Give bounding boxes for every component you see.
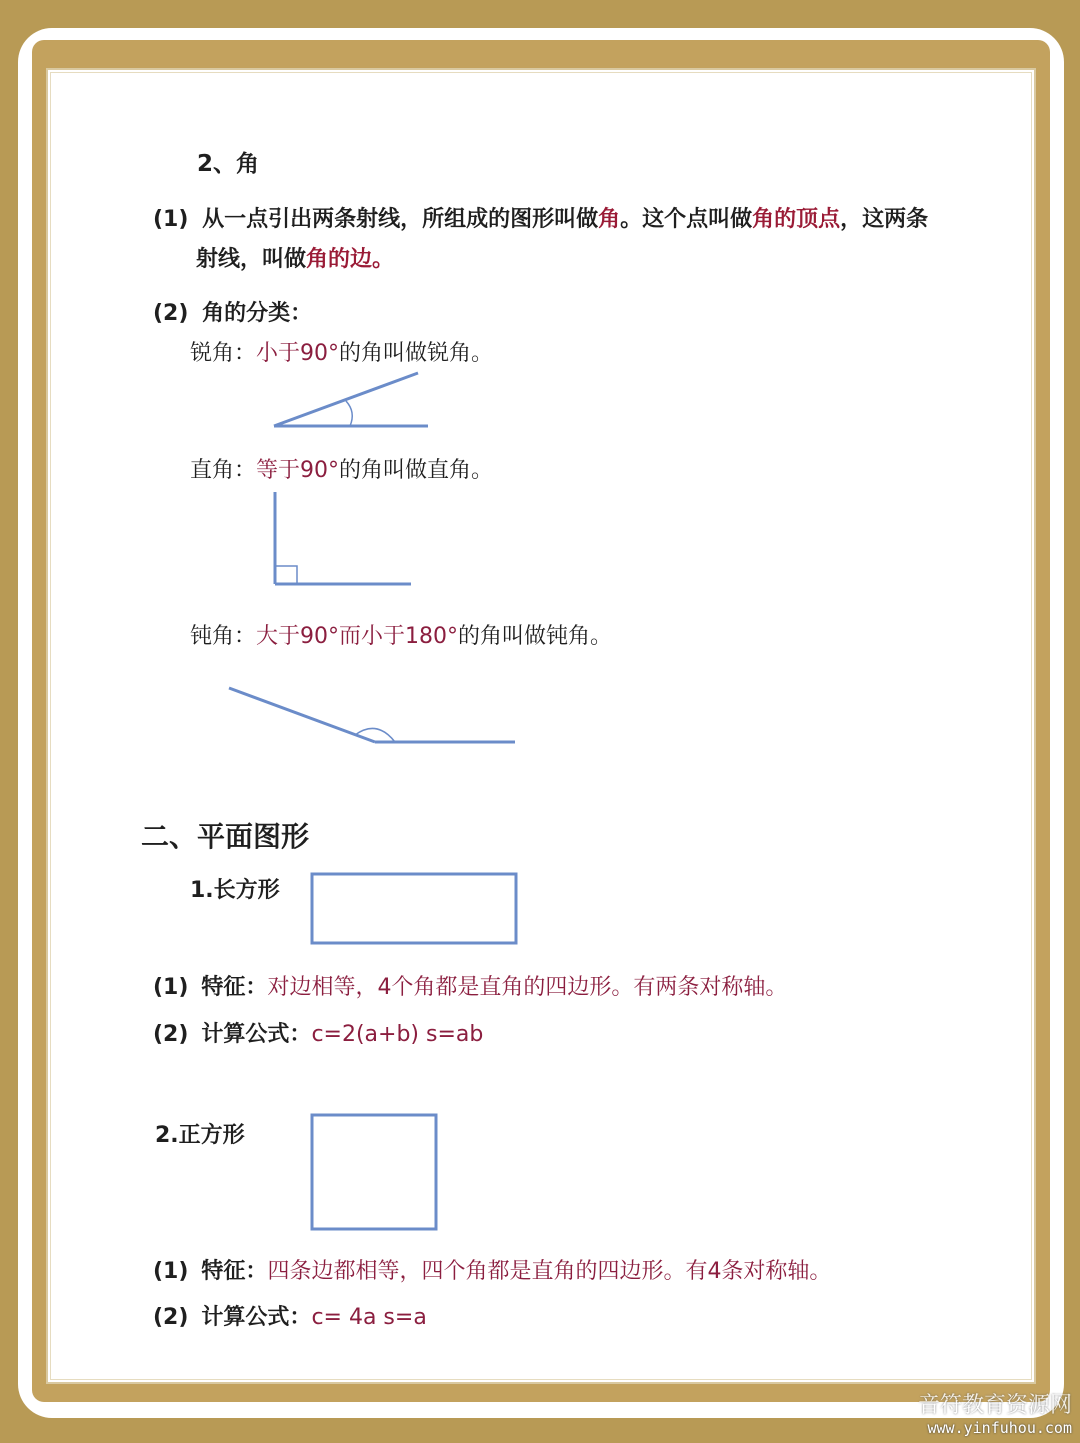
obtuse-definition: 大于90°而小于180° — [256, 624, 459, 649]
formula-label: 计算公式： — [201, 1022, 312, 1047]
para-text: 射线，叫做 — [196, 247, 307, 272]
obtuse-arc — [355, 728, 395, 742]
right-angle-figure — [268, 490, 418, 590]
rectangle-shape — [312, 874, 516, 943]
para-text: 。 — [372, 247, 395, 272]
square-formula — [153, 1300, 427, 1331]
acute-arc — [346, 401, 352, 426]
right-angle-marker — [275, 566, 297, 584]
obtuse-label: 钝角： — [190, 624, 257, 649]
formula-number: (2) — [153, 1305, 189, 1330]
para-text: 从一点引出两条射线，所组成的图形叫做 — [202, 207, 599, 232]
formula-label: 计算公式： — [201, 1305, 312, 1330]
acute-angle-figure — [268, 368, 438, 438]
formula-text: c= 4a s=a — [311, 1305, 427, 1330]
chapter-title: 二、平面图形 — [141, 820, 310, 853]
term-side: 角的边 — [306, 247, 373, 272]
term-vertex: 角的顶点 — [752, 207, 841, 232]
rectangle-title: 1.长方形 — [190, 878, 280, 903]
paragraph-1-line-2 — [196, 242, 394, 273]
watermark-url: www.yinfuhou.com — [927, 1419, 1072, 1437]
right-rest: 的角叫做直角。 — [339, 458, 494, 483]
obtuse-angle-figure — [225, 683, 525, 753]
para-number: (2) — [153, 301, 189, 326]
feature-label: 特征： — [201, 975, 268, 1000]
obtuse-ray-left — [229, 688, 375, 742]
rectangle-formula — [153, 1017, 483, 1048]
classification-label: 角的分类： — [202, 301, 313, 326]
term-angle: 角 — [598, 207, 621, 232]
formula-text: c=2(a+b) s=ab — [311, 1022, 484, 1047]
square-title: 2.正方形 — [155, 1123, 245, 1148]
watermark — [918, 1388, 1072, 1437]
feature-text: 对边相等，4个角都是直角的四边形。有两条对称轴。 — [267, 975, 788, 1000]
rectangle-figure — [310, 872, 520, 947]
feature-text: 四条边都相等，四个角都是直角的四边形。有4条对称轴。 — [267, 1259, 832, 1284]
square-figure — [310, 1113, 440, 1233]
square-shape — [312, 1115, 436, 1229]
acute-angle-line — [190, 336, 493, 367]
acute-definition: 小于90° — [256, 341, 340, 366]
paragraph-1-line-1 — [153, 202, 928, 233]
paragraph-2 — [153, 296, 312, 327]
formula-number: (2) — [153, 1022, 189, 1047]
rectangle-feature — [153, 970, 787, 1001]
para-text: ，这两条 — [840, 207, 929, 232]
para-number: (1) — [153, 207, 189, 232]
section-title: 2、角 — [197, 151, 260, 177]
watermark-brand: 音符教育资源网 — [917, 1393, 1072, 1418]
feature-label: 特征： — [201, 1259, 268, 1284]
acute-rest: 的角叫做锐角。 — [339, 341, 494, 366]
para-text: 。这个点叫做 — [620, 207, 753, 232]
obtuse-rest: 的角叫做钝角。 — [458, 624, 613, 649]
right-angle-line — [190, 453, 493, 484]
acute-label: 锐角： — [190, 341, 257, 366]
acute-ray-upper — [274, 373, 418, 426]
right-definition: 等于90° — [256, 458, 340, 483]
obtuse-angle-line — [190, 619, 612, 650]
feature-number: (1) — [153, 1259, 189, 1284]
right-label: 直角： — [190, 458, 257, 483]
feature-number: (1) — [153, 975, 189, 1000]
square-feature — [153, 1254, 831, 1285]
